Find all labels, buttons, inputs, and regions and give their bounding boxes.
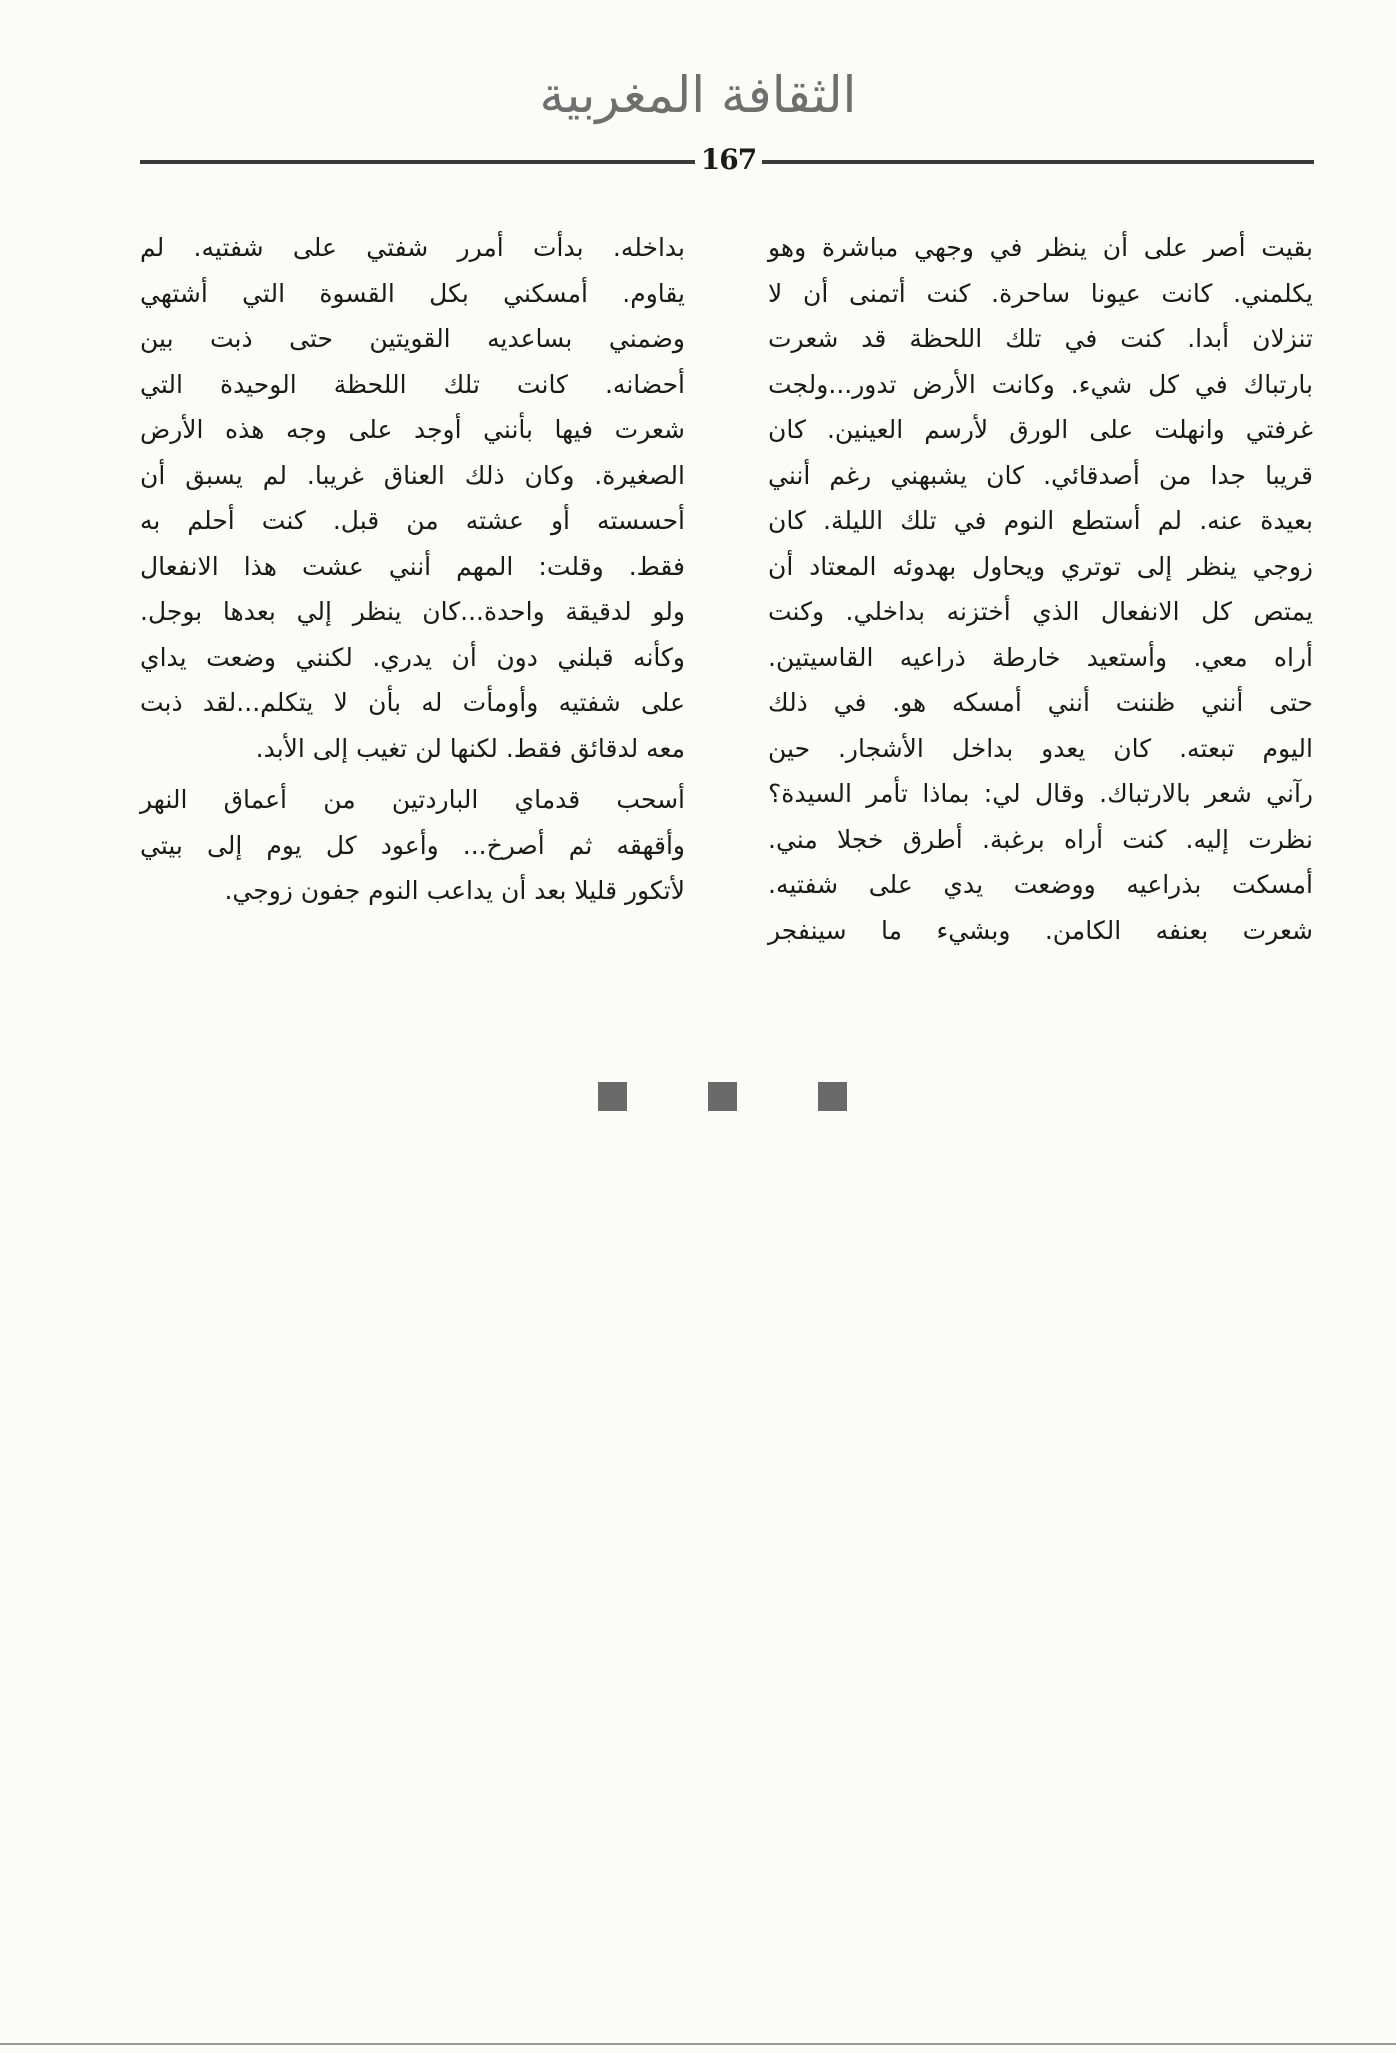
text-line: حتى أنني ظننت أنني أمسكه هو. في ذلك — [768, 688, 1313, 717]
text-line: يقاوم. أمسكني بكل القسوة التي أشتهي — [140, 278, 685, 308]
text-line: وضمني بساعديه القويتين حتى ذبت بين — [140, 324, 685, 353]
ornament-square-icon — [598, 1082, 627, 1111]
text-line: وأقهقه ثم أصرخ... وأعود كل يوم إلى بيتي — [140, 830, 685, 860]
text-line: لأتكور قليلا بعد أن يداعب النوم جفون زوجي. — [224, 876, 685, 905]
section-end-ornament — [598, 1082, 828, 1112]
text-line: تنزلان أبدا. كنت في تلك اللحظة قد شعرت — [768, 324, 1313, 353]
text-line: شعرت فيها بأنني أوجد على وجه هذه الأرض — [140, 415, 685, 444]
text-line: زوجي ينظر إلى توتري ويحاول بهدوئه المعتاد أن — [768, 551, 1313, 581]
text-line: أمسكت بذراعيه ووضعت يدي على شفتيه. — [768, 870, 1313, 899]
text-line: شعرت بعنفه الكامن. وبشيء ما سينفجر — [768, 915, 1313, 945]
text-column-right — [768, 225, 1313, 953]
text-line: أحسسته أو عشته من قبل. كنت أحلم به — [140, 506, 685, 535]
text-line: الصغيرة. وكان ذلك العناق غريبا. لم يسبق أن — [140, 460, 685, 490]
text-line: بداخله. بدأت أمرر شفتي على شفتيه. لم — [140, 233, 685, 262]
journal-title: الثقافة المغربية — [539, 66, 857, 124]
header-rule-left — [140, 160, 695, 164]
ornament-square-icon — [708, 1082, 737, 1111]
text-line: على شفتيه وأومأت له بأن لا يتكلم...لقد ذبت — [140, 688, 685, 717]
text-line: بارتباك في كل شيء. وكانت الأرض تدور...ولجت — [768, 369, 1313, 399]
text-line: قريبا جدا من أصدقائي. كان يشبهني رغم أنني — [768, 460, 1313, 490]
page-bottom-rule — [0, 2043, 1396, 2045]
ornament-square-icon — [818, 1082, 847, 1111]
text-line: غرفتي وانهلت على الورق لأرسم العينين. كان — [768, 415, 1313, 444]
text-line: يمتص كل الانفعال الذي أختزنه بداخلي. وكنت — [768, 597, 1313, 626]
text-line: نظرت إليه. كنت أراه برغبة. أطرق خجلا مني. — [768, 824, 1313, 854]
text-line: رآني شعر بالارتباك. وقال لي: بماذا تأمر السيدة؟ — [768, 779, 1313, 808]
text-line: اليوم تبعته. كان يعدو بداخل الأشجار. حين — [768, 733, 1313, 763]
text-line: وكأنه قبلني دون أن يدري. لكنني وضعت يداي — [140, 642, 685, 672]
text-line: بقيت أصر على أن ينظر في وجهي مباشرة وهو — [768, 233, 1313, 262]
text-line: أسحب قدماي الباردتين من أعماق النهر — [140, 785, 685, 814]
text-line: ولو لدقيقة واحدة...كان ينظر إلي بعدها بوجل. — [140, 597, 685, 626]
text-line: فقط. وقلت: المهم أنني عشت هذا الانفعال — [140, 551, 685, 581]
header-rule-right — [762, 160, 1314, 164]
text-line: معه لدقائق فقط. لكنها لن تغيب إلى الأبد. — [255, 733, 685, 763]
text-line: أحضانه. كانت تلك اللحظة الوحيدة التي — [140, 369, 685, 399]
text-line: أراه معي. وأستعيد خارطة ذراعيه القاسيتين. — [768, 642, 1313, 672]
text-line: بعيدة عنه. لم أستطع النوم في تلك الليلة. كان — [768, 506, 1313, 535]
text-column-left — [140, 225, 685, 914]
text-line: يكلمني. كانت عيونا ساحرة. كنت أتمنى أن لا — [768, 278, 1313, 308]
page-number: 167 — [700, 143, 757, 176]
